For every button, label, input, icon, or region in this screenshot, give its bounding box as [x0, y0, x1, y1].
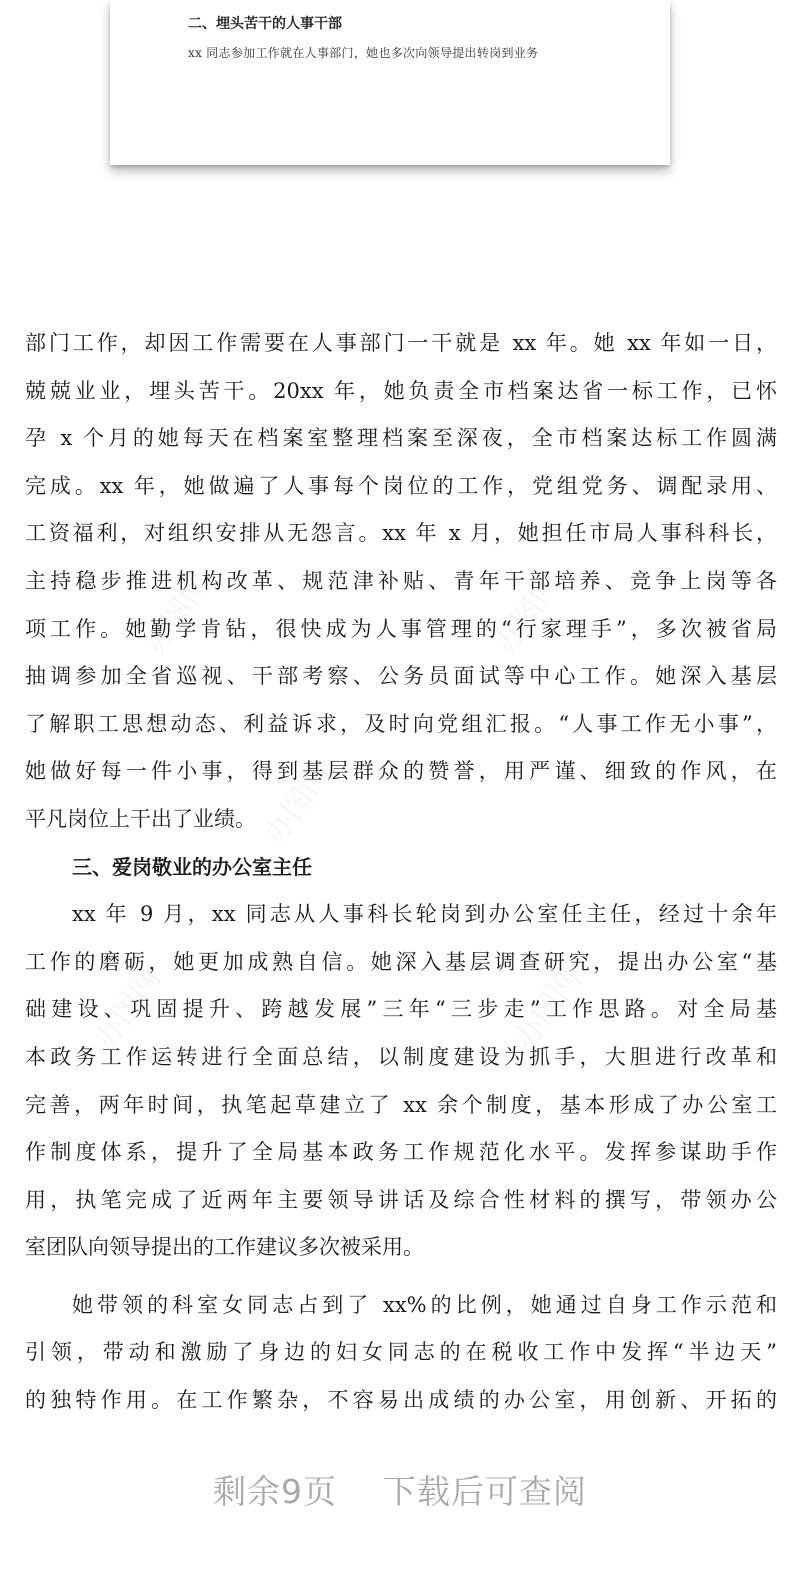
body-line: 用，执笔完成了近两年主要领导讲话及综合性材料的撰写，带领办公: [25, 1187, 777, 1212]
preview-section-heading: 二、埋头苦干的人事干部: [188, 16, 342, 32]
body-line: 了解职工思想动态、利益诉求，及时向党组汇报。“人事工作无小事”，: [25, 711, 777, 736]
body-line: 完善，两年时间，执笔起草建立了 xx 余个制度，基本形成了办公室工: [25, 1092, 777, 1117]
body-line: 部门工作，却因工作需要在人事部门一干就是 xx 年。她 xx 年如一日，: [25, 331, 777, 355]
body-line: 孕 x 个月的她每天在档案室整理档案至深夜，全市档案达标工作圆满: [25, 426, 777, 451]
body-line: 项工作。她勤学肯钻，很快成为人事管理的“行家理手”，多次被省局: [25, 616, 777, 641]
section-heading: 三、爱岗敬业的办公室主任: [72, 854, 312, 879]
body-line: 工作的磨砺，她更加成熟自信。她深入基层调查研究，提出办公室“基: [25, 949, 777, 974]
body-line: 本政务工作运转进行全面总结，以制度建设为抓手，大胆进行改革和: [25, 1044, 777, 1069]
body-line: 她做好每一件小事，得到基层群众的赞誉，用严谨、细致的作风，在: [25, 759, 777, 784]
document-body: [25, 320, 777, 1425]
body-line: 的独特作用。在工作繁杂，不容易出成绩的办公室，用创新、开拓的: [25, 1388, 777, 1413]
body-line: 础建设、巩固提升、跨越发展”三年“三步走”工作思路。对全局基: [25, 997, 777, 1022]
body-line: 作制度体系，提升了全局基本政务工作规范化水平。发挥参谋助手作: [25, 1140, 777, 1165]
body-line: 室团队向领导提出的工作建议多次被采用。: [25, 1235, 424, 1260]
body-line: xx 年 9 月，xx 同志从人事科长轮岗到办公室任主任，经过十余年: [72, 902, 777, 927]
body-line: 完成。xx 年，她做遍了人事每个岗位的工作，党组党务、调配录用、: [25, 473, 777, 498]
body-line: 兢兢业业，埋头苦干。20xx 年，她负责全市档案达省一标工作，已怀: [25, 378, 777, 403]
body-line: 她带领的科室女同志占到了 xx%的比例，她通过自身工作示范和: [72, 1292, 777, 1317]
remaining-pages-banner[interactable]: 剩余9页 下载后可查阅: [213, 1472, 587, 1511]
preview-paragraph: xx 同志参加工作就在人事部门，她也多次向领导提出转岗到业务: [188, 46, 539, 60]
body-line: 主持稳步推进机构改革、规范津补贴、青年干部培养、竞争上岗等各: [25, 568, 777, 593]
body-line: 抽调参加全省巡视、干部考察、公务员面试等中心工作。她深入基层: [25, 664, 777, 689]
body-line: 引领，带动和激励了身边的妇女同志的在税收工作中发挥“半边天”: [25, 1340, 777, 1365]
body-line: 平凡岗位上干出了业绩。: [25, 806, 256, 831]
preview-page-card: [110, 0, 670, 165]
body-line: 工资福利，对组织安排从无怨言。xx 年 x 月，她担任市局人事科科长，: [25, 521, 777, 546]
